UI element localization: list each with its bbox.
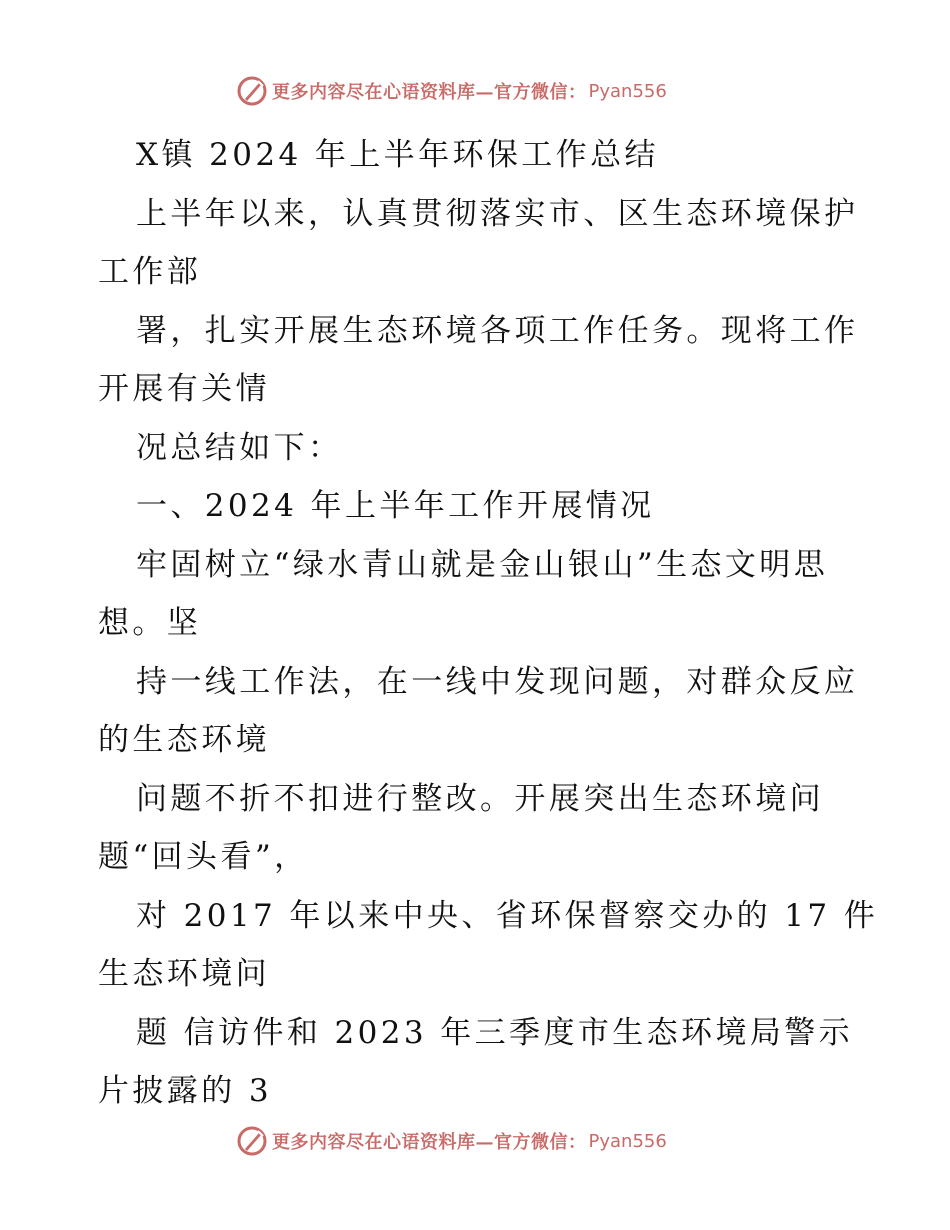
paragraph-line: 持一线工作法，在一线中发现问题，对群众反应 bbox=[136, 663, 859, 700]
section-heading: 一、2024 年上半年工作开展情况 bbox=[136, 488, 655, 524]
watermark-wechat-id: Pyan556 bbox=[588, 80, 667, 102]
quill-pen-logo-icon bbox=[236, 1125, 268, 1157]
paragraph-line: 片披露的 3 bbox=[98, 1073, 272, 1109]
watermark-wechat-id: Pyan556 bbox=[588, 1130, 667, 1152]
paragraph-line: 牢固树立“绿水青山就是金山银山”生态文明思 bbox=[136, 546, 829, 583]
paragraph-line: 题 信访件和 2023 年三季度市生态环境局警示 bbox=[136, 1014, 854, 1051]
paragraph-line: 工作部 bbox=[98, 254, 202, 290]
paragraph-line: 署，扎实开展生态环境各项工作任务。现将工作 bbox=[136, 312, 859, 349]
paragraph-line: 想。坚 bbox=[98, 605, 202, 641]
paragraph-line: 问题不折不扣进行整改。开展突出生态环境问 bbox=[136, 780, 824, 817]
paragraph-line: 开展有关情 bbox=[98, 371, 270, 407]
paragraph-line: 题“回头看”， bbox=[98, 839, 309, 875]
document-body bbox=[98, 126, 879, 1121]
paragraph-line: 的生态环境 bbox=[98, 722, 270, 758]
paragraph-line: 上半年以来，认真贯彻落实市、区生态环境保护 bbox=[136, 195, 859, 232]
watermark-text: 更多内容尽在心语资料库—官方微信： bbox=[272, 82, 587, 103]
paragraph-line: 况总结如下： bbox=[136, 429, 343, 466]
paragraph-line: 对 2017 年以来中央、省环保督察交办的 17 件 bbox=[136, 897, 879, 934]
quill-pen-logo-icon bbox=[236, 75, 268, 107]
watermark-footer bbox=[236, 1124, 667, 1158]
paragraph-line: 生态环境问 bbox=[98, 956, 270, 992]
watermark-text: 更多内容尽在心语资料库—官方微信： bbox=[272, 1132, 587, 1153]
document-title: X镇 2024 年上半年环保工作总结 bbox=[136, 137, 659, 173]
watermark-header bbox=[236, 74, 667, 108]
